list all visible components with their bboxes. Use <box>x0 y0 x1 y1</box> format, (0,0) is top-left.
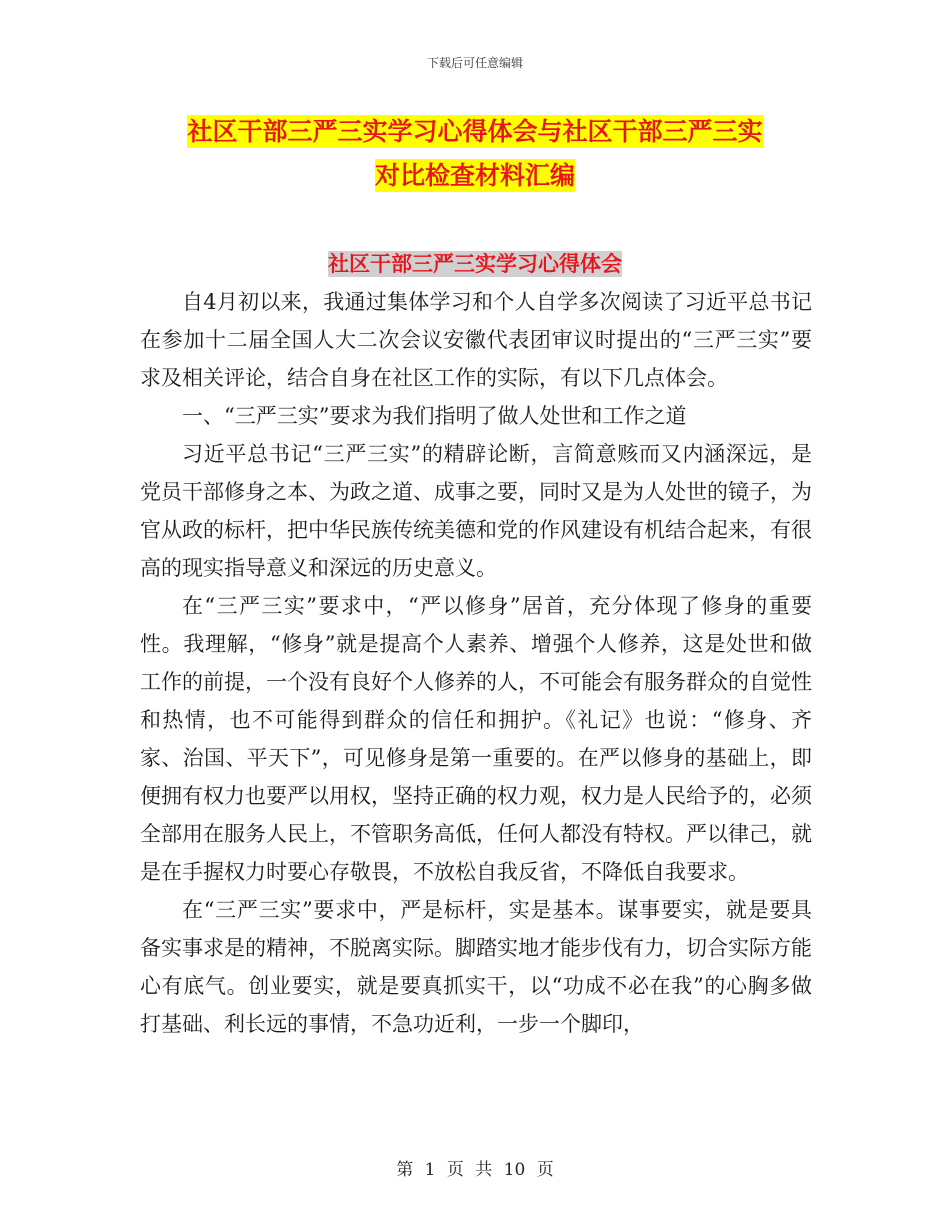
section-title-text: 社区干部三严三实学习心得体会 <box>328 252 622 276</box>
paragraph-intro: 自4月初以来，我通过集体学习和个人自学多次阅读了习近平总书记在参加十二届全国人大二次会议安徽代表团审议时提出的“三严三实”要求及相关评论，结合自身在社区工作的实际，有以下几点体会。 <box>140 290 812 390</box>
document-title-line-1-text: 社区干部三严三实学习心得体会与社区干部三严三实 <box>187 117 763 146</box>
section-title <box>0 248 950 278</box>
paragraph-3: 在“三严三实”要求中，“严以修身”居首，充分体现了修身的重要性。我理解，“修身”就是提高个人素养、增强个人修养，这是处世和做工作的前提，一个没有良好个人修养的人，不可能会有服务群众的自觉性和热情，也不可能得到群众的信任和拥护。《礼记》也说：“修身、齐家、治国、平天下”，可见修身是第一重要的。在严以修身的基础上，即便拥有权力也要严以用权，坚持正确的权力观，权力是人民给予的，必须全部用在服务人民上，不管职务高低，任何人都没有特权。严以律己，就是在手握权力时要心存敬畏，不放松自我反省，不降低自我要求。 <box>140 594 812 884</box>
paragraph-heading-1: 一、“三严三实”要求为我们指明了做人处世和工作之道 <box>182 404 687 428</box>
paragraph-4: 在“三严三实”要求中，严是标杆，实是基本。谋事要实，就是要具备实事求是的精神，不脱离实际。脚踏实地才能步伐有力，切合实际方能心有底气。创业要实，就是要真抓实干，以“功成不必在我”的心胸多做打基础、利长远的事情，不急功近利，一步一个脚印， <box>140 898 812 1036</box>
paragraph-2: 习近平总书记“三严三实”的精辟论断，言简意赅而又内涵深远，是党员干部修身之本、为政之道、成事之要，同时又是为人处世的镜子，为官从政的标杆，把中华民族传统美德和党的作风建设有机结合起来，有很高的现实指导意义和深远的历史意义。 <box>140 442 812 580</box>
document-title-line-2 <box>0 156 950 192</box>
body-text <box>140 283 812 1043</box>
document-title-line-1 <box>0 112 950 148</box>
page-footer: 第 1 页 共 10 页 <box>396 1160 554 1180</box>
document-title-line-2-text: 对比检查材料汇编 <box>374 161 575 190</box>
header-note: 下载后可任意编辑 <box>426 56 523 70</box>
